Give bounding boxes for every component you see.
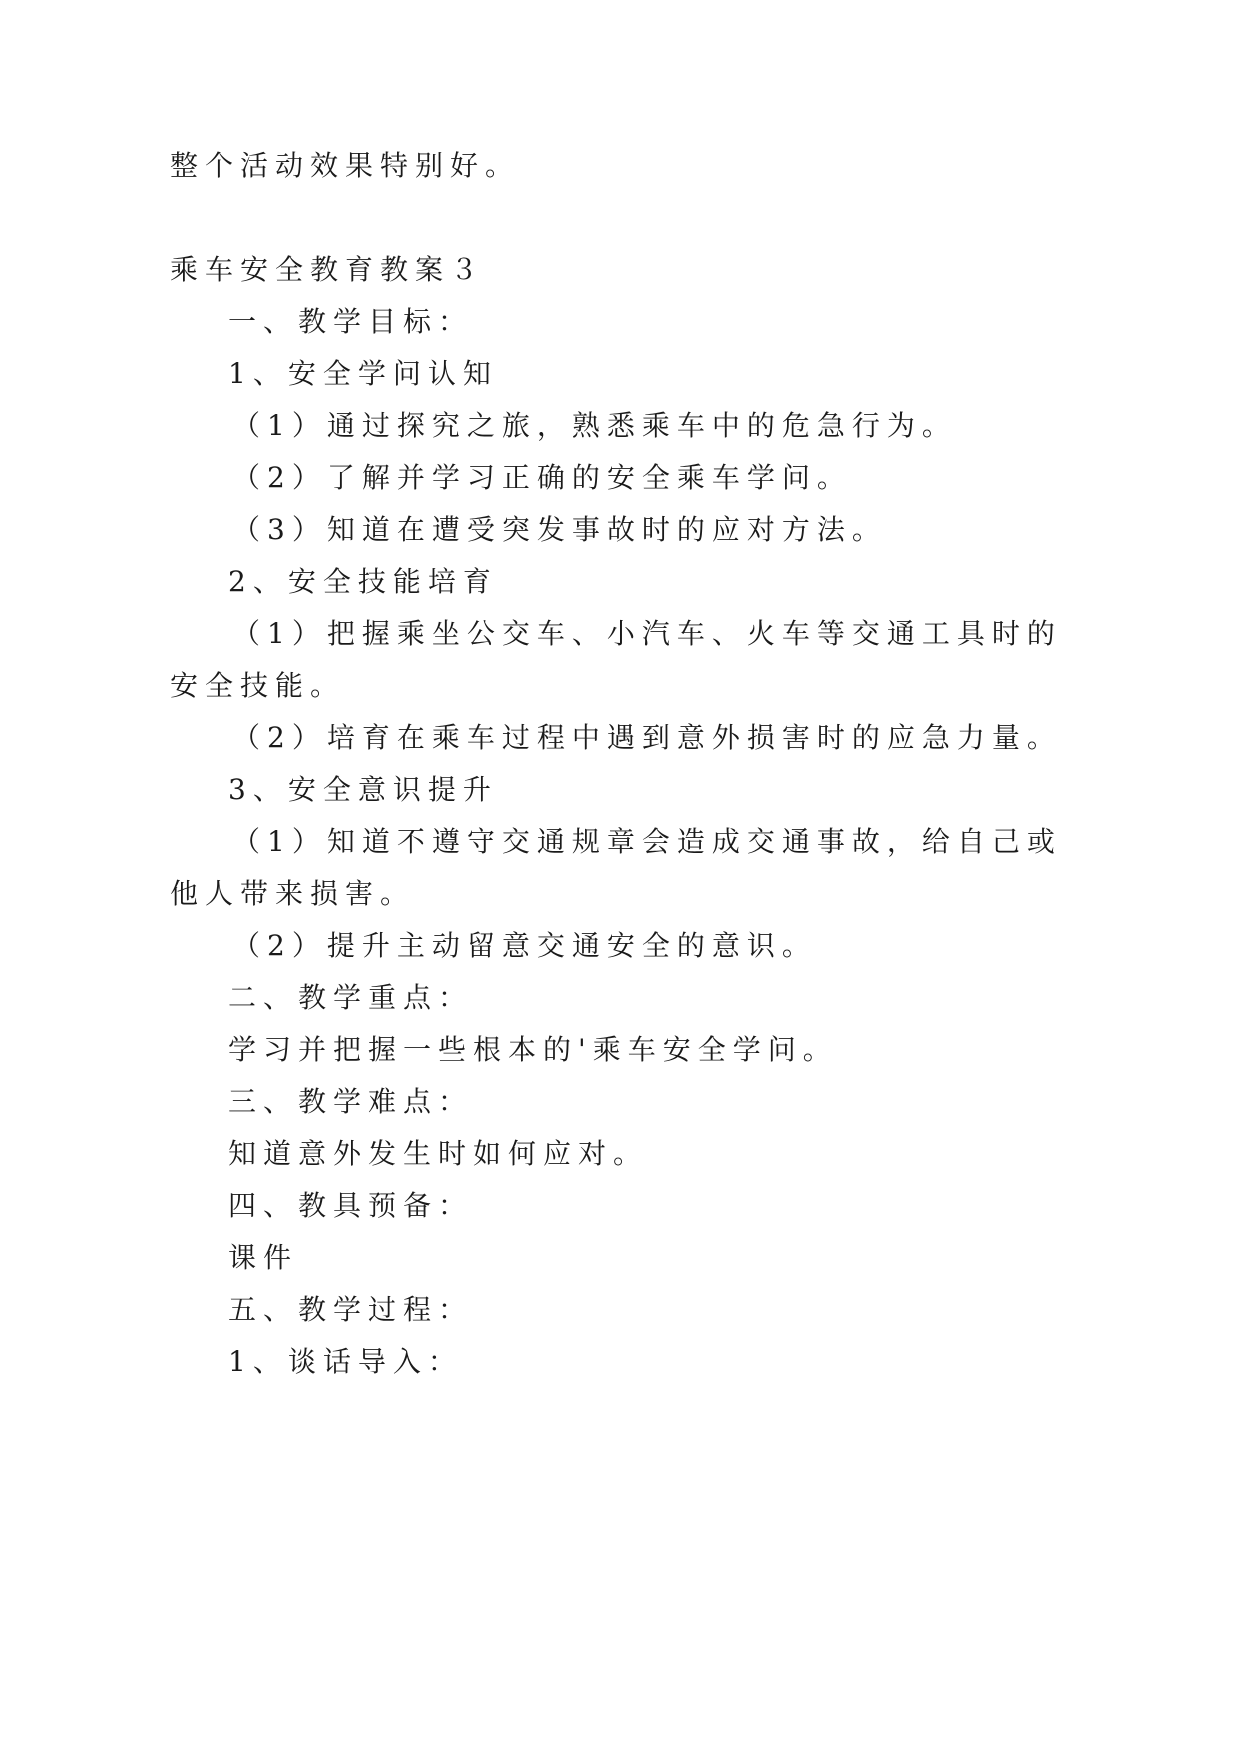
materials-text: 课件 <box>228 1241 299 1274</box>
goal1-heading: 1、安全学问认知 <box>228 357 498 390</box>
section-heading-goals: 一、教学目标： <box>228 305 474 338</box>
goal1-item1: （1）通过探究之旅，熟悉乘车中的危急行为。 <box>232 409 957 442</box>
goal2-item2: （2）培育在乘车过程中遇到意外损害时的应急力量。 <box>232 721 1062 754</box>
goal2-heading: 2、安全技能培育 <box>228 565 498 598</box>
goal1-item2: （2）了解并学习正确的安全乘车学问。 <box>232 461 852 494</box>
goal3-item1-line1: （1）知道不遵守交通规章会造成交通事故，给自己或 <box>232 825 1062 858</box>
goal1-item3: （3）知道在遭受突发事故时的应对方法。 <box>232 513 887 546</box>
difficulties-text: 知道意外发生时如何应对。 <box>228 1137 649 1170</box>
goal2-item1-line1: （1）把握乘坐公交车、小汽车、火车等交通工具时的 <box>232 617 1062 650</box>
closing-line: 整个活动效果特别好。 <box>170 149 521 182</box>
section-heading-process: 五、教学过程： <box>228 1293 474 1326</box>
section-heading-difficulties: 三、教学难点： <box>228 1085 474 1118</box>
section-heading-materials: 四、教具预备： <box>228 1189 474 1222</box>
goal3-heading: 3、安全意识提升 <box>228 773 498 806</box>
process-step1: 1、谈话导入： <box>228 1345 463 1378</box>
goal3-item1-line2: 他人带来损害。 <box>170 877 416 910</box>
document-title: 乘车安全教育教案３ <box>170 253 486 286</box>
goal3-item2: （2）提升主动留意交通安全的意识。 <box>232 929 817 962</box>
goal2-item1-line2: 安全技能。 <box>170 669 346 702</box>
section-heading-key-points: 二、教学重点： <box>228 981 474 1014</box>
key-points-text: 学习并把握一些根本的'乘车安全学问。 <box>228 1033 838 1066</box>
